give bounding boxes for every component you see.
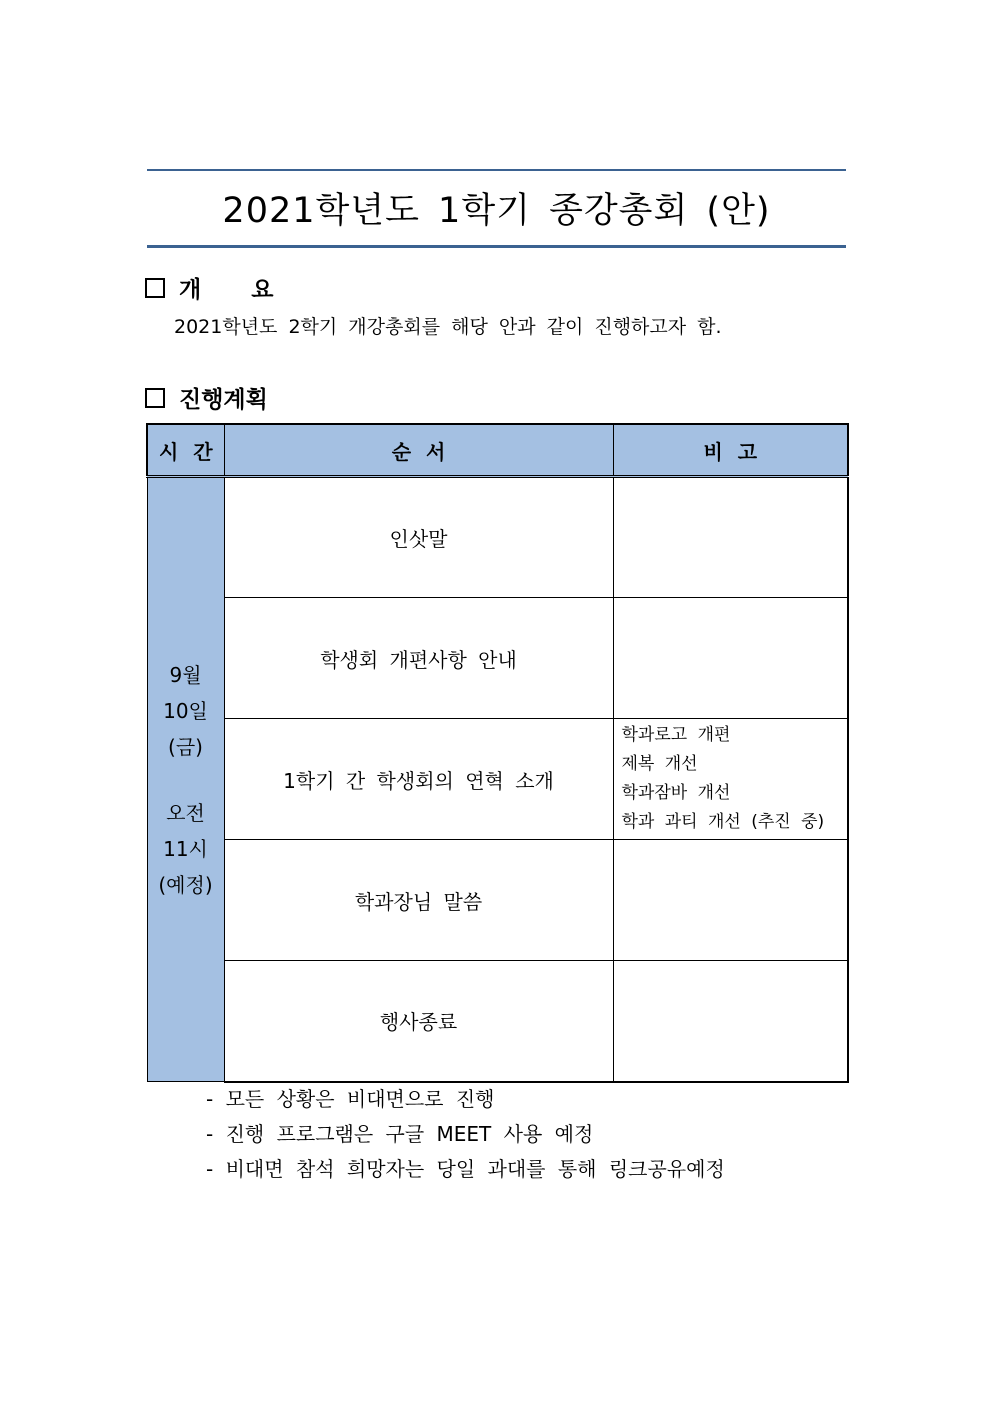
plan-heading bbox=[145, 381, 268, 414]
checkbox-icon bbox=[145, 388, 165, 408]
time-line: 오전 bbox=[166, 800, 205, 825]
time-line: 9월 bbox=[169, 662, 202, 687]
overview-label: 개 요 bbox=[179, 277, 274, 303]
notes-cell bbox=[613, 477, 848, 598]
plan-table bbox=[146, 423, 849, 1083]
order-cell: 1학기 간 학생회의 연혁 소개 bbox=[224, 719, 613, 840]
note-item: 학과로고 개편 bbox=[621, 725, 731, 745]
time-spacer bbox=[148, 765, 224, 795]
time-line: 11시 bbox=[163, 836, 208, 861]
table-row bbox=[147, 961, 848, 1082]
checkbox-icon bbox=[145, 278, 165, 298]
document-title: 2021학년도 1학기 종강총회 (안) bbox=[222, 191, 771, 231]
footnote-item: - 진행 프로그램은 구글 MEET 사용 예정 bbox=[206, 1122, 594, 1146]
plan-label: 진행계획 bbox=[179, 387, 268, 413]
time-line: 10일 bbox=[163, 698, 208, 723]
order-cell: 학과장님 말씀 bbox=[224, 840, 613, 961]
footnote-item: - 비대면 참석 희망자는 당일 과대를 통해 링크공유예정 bbox=[206, 1157, 725, 1181]
notes-cell bbox=[613, 598, 848, 719]
document-title-box bbox=[147, 169, 846, 248]
footnote-item: - 모든 상황은 비대면으로 진행 bbox=[206, 1087, 495, 1111]
notes-cell bbox=[613, 719, 848, 840]
order-cell: 인삿말 bbox=[224, 477, 613, 598]
table-row bbox=[147, 719, 848, 840]
table-row bbox=[147, 598, 848, 719]
table-header-row bbox=[147, 424, 848, 477]
order-cell: 행사종료 bbox=[224, 961, 613, 1082]
notes-cell bbox=[613, 840, 848, 961]
order-cell: 학생회 개편사항 안내 bbox=[224, 598, 613, 719]
header-notes: 비 고 bbox=[613, 424, 848, 477]
time-line: (예정) bbox=[158, 872, 213, 897]
header-order: 순 서 bbox=[224, 424, 613, 477]
note-item: 제복 개선 bbox=[621, 754, 698, 774]
note-item: 학과 과티 개선 (추진 중) bbox=[621, 812, 825, 832]
header-time: 시 간 bbox=[147, 424, 224, 477]
overview-heading bbox=[145, 271, 273, 304]
table-row bbox=[147, 840, 848, 961]
time-line: (금) bbox=[168, 734, 203, 759]
footnotes bbox=[206, 1082, 725, 1187]
notes-cell bbox=[613, 961, 848, 1082]
table-row bbox=[147, 477, 848, 598]
time-cell bbox=[147, 477, 224, 1082]
overview-text: 2021학년도 2학기 개강총회를 해당 안과 같이 진행하고자 함. bbox=[174, 316, 722, 338]
note-item: 학과잠바 개선 bbox=[621, 783, 731, 803]
